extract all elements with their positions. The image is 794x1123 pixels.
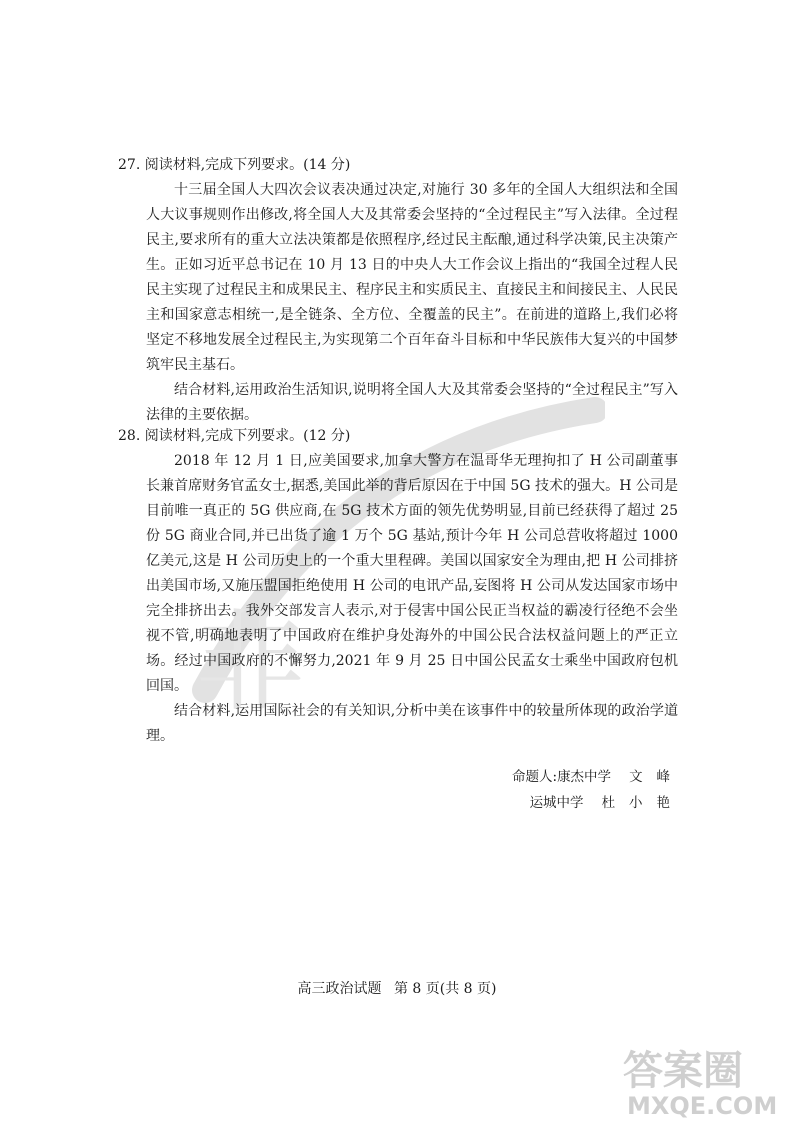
question-27: [118, 153, 678, 428]
footer-subject: 高三政治试题: [297, 981, 382, 997]
site-logo: [615, 1040, 785, 1120]
question-authors: [512, 764, 685, 816]
question-28-heading: 28. 阅读材料,完成下列要求。(12 分): [118, 428, 351, 444]
logo-text: 答案圈: [623, 1048, 743, 1094]
watermark-glyph: 非: [195, 598, 305, 720]
question-28-prompt: 结合材料,运用国际社会的有关知识,分析中美在该事件中的较量所体现的政治学道理。: [146, 703, 678, 744]
author-school: 运城中学: [529, 795, 584, 811]
author-row: [512, 790, 685, 816]
author-name: 文峰: [629, 769, 685, 785]
author-row: [512, 764, 685, 790]
logo-subtext: MXQE.COM: [627, 1092, 778, 1120]
question-27-prompt: 结合材料,运用政治生活知识,说明将全国人大及其常委会坚持的“全过程民主”写入法律的主要依据。: [146, 382, 678, 423]
question-27-heading: 27. 阅读材料,完成下列要求。(14 分): [118, 157, 351, 173]
author-label: 命题人:: [512, 769, 558, 785]
author-school: 康杰中学: [557, 769, 612, 785]
author-name: 杜小艳: [601, 795, 685, 811]
question-28-material: 2018 年 12 月 1 日,应美国要求,加拿大警方在温哥华无理拘扣了 H 公司副董事长兼首席财务官孟女士,据悉,美国此举的背后原因在于中国 5G 技术的强大。H 公司是目前唯一真正的 5G 供应商,在 5G 技术方面的领先优势明显,目前已经获得了超过 25 份 5G 商业合同,并已出货了逾 1 万个 5G 基站,预计今年 H 公司总营收将超过 1000 亿美元,这是 H 公司历史上的一个重大里程碑。美国以国家安全为理由,把 H 公司排挤出美国市场,又施压盟国拒绝使用 H 公司的电讯产品,妄图将 H 公司从发达国家市场中完全排挤出去。我外交部发言人表示,对于侵害中国公民正当权益的霸凌行径绝不会坐视不管,明确地表明了中国政府在维护身处海外的中国公民合法权益问题上的严正立场。经过中国政府的不懈努力,2021 年 9 月 25 日中国公民孟女士乘坐中国政府包机回国。: [146, 453, 678, 694]
question-27-material: 十三届全国人大四次会议表决通过决定,对施行 30 多年的全国人大组织法和全国人大议事规则作出修改,将全国人大及其常委会坚持的“全过程民主”写入法律。全过程民主,要求所有的重大立法决策都是依照程序,经过民主酝酿,通过科学决策,民主决策产生。正如习近平总书记在 10 月 13 日的中央人大工作会议上指出的“我国全过程人民民主实现了过程民主和成果民主、程序民主和实质民主、直接民主和间接民主、人民民主和国家意志相统一,是全链条、全方位、全覆盖的民主”。在前进的道路上,我们必将坚定不移地发展全过程民主,为实现第二个百年奋斗目标和中华民族伟大复兴的中国梦筑牢民主基石。: [146, 182, 678, 373]
footer-page-number: 第 8 页(共 8 页): [393, 981, 497, 997]
question-28: [118, 424, 678, 749]
page-footer: [0, 978, 794, 998]
